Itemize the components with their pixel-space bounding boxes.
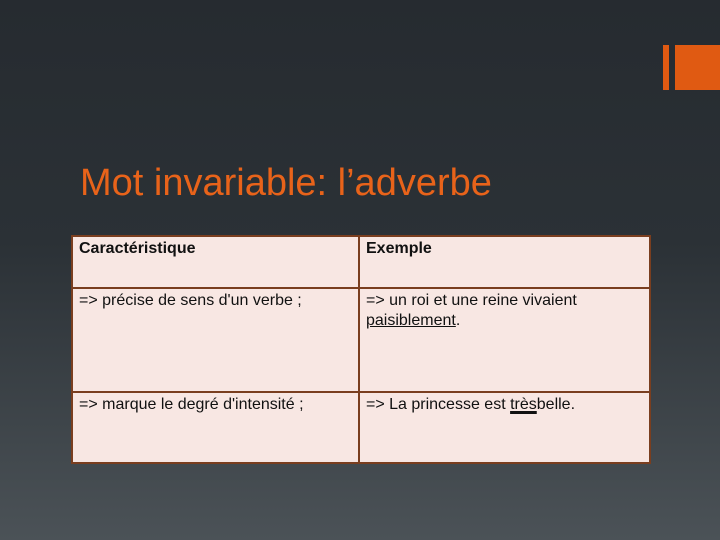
accent-bar-thick [675,45,720,90]
example-text: => un roi et une reine vivaient [366,292,577,309]
table-row [72,288,650,392]
table-row [72,392,650,463]
header-characteristic: Caractéristique [72,236,359,288]
adverb-underlined: très [510,396,537,413]
adverb-table [71,235,649,464]
adverb-underlined: paisiblement [366,312,456,329]
example-text-end: . [455,312,461,329]
slide-title: Mot invariable: l’adverbe [80,162,492,204]
characteristic-cell: => marque le degré d'intensité ; [72,392,359,463]
characteristic-cell: => précise de sens d'un verbe ; [72,288,359,392]
example-text-end: belle. [536,396,576,413]
example-text: => La princesse est [366,396,511,413]
example-cell [359,392,650,463]
accent-bar-thin [663,45,669,90]
table-header-row [72,236,650,288]
header-example: Exemple [359,236,650,288]
example-cell [359,288,650,392]
